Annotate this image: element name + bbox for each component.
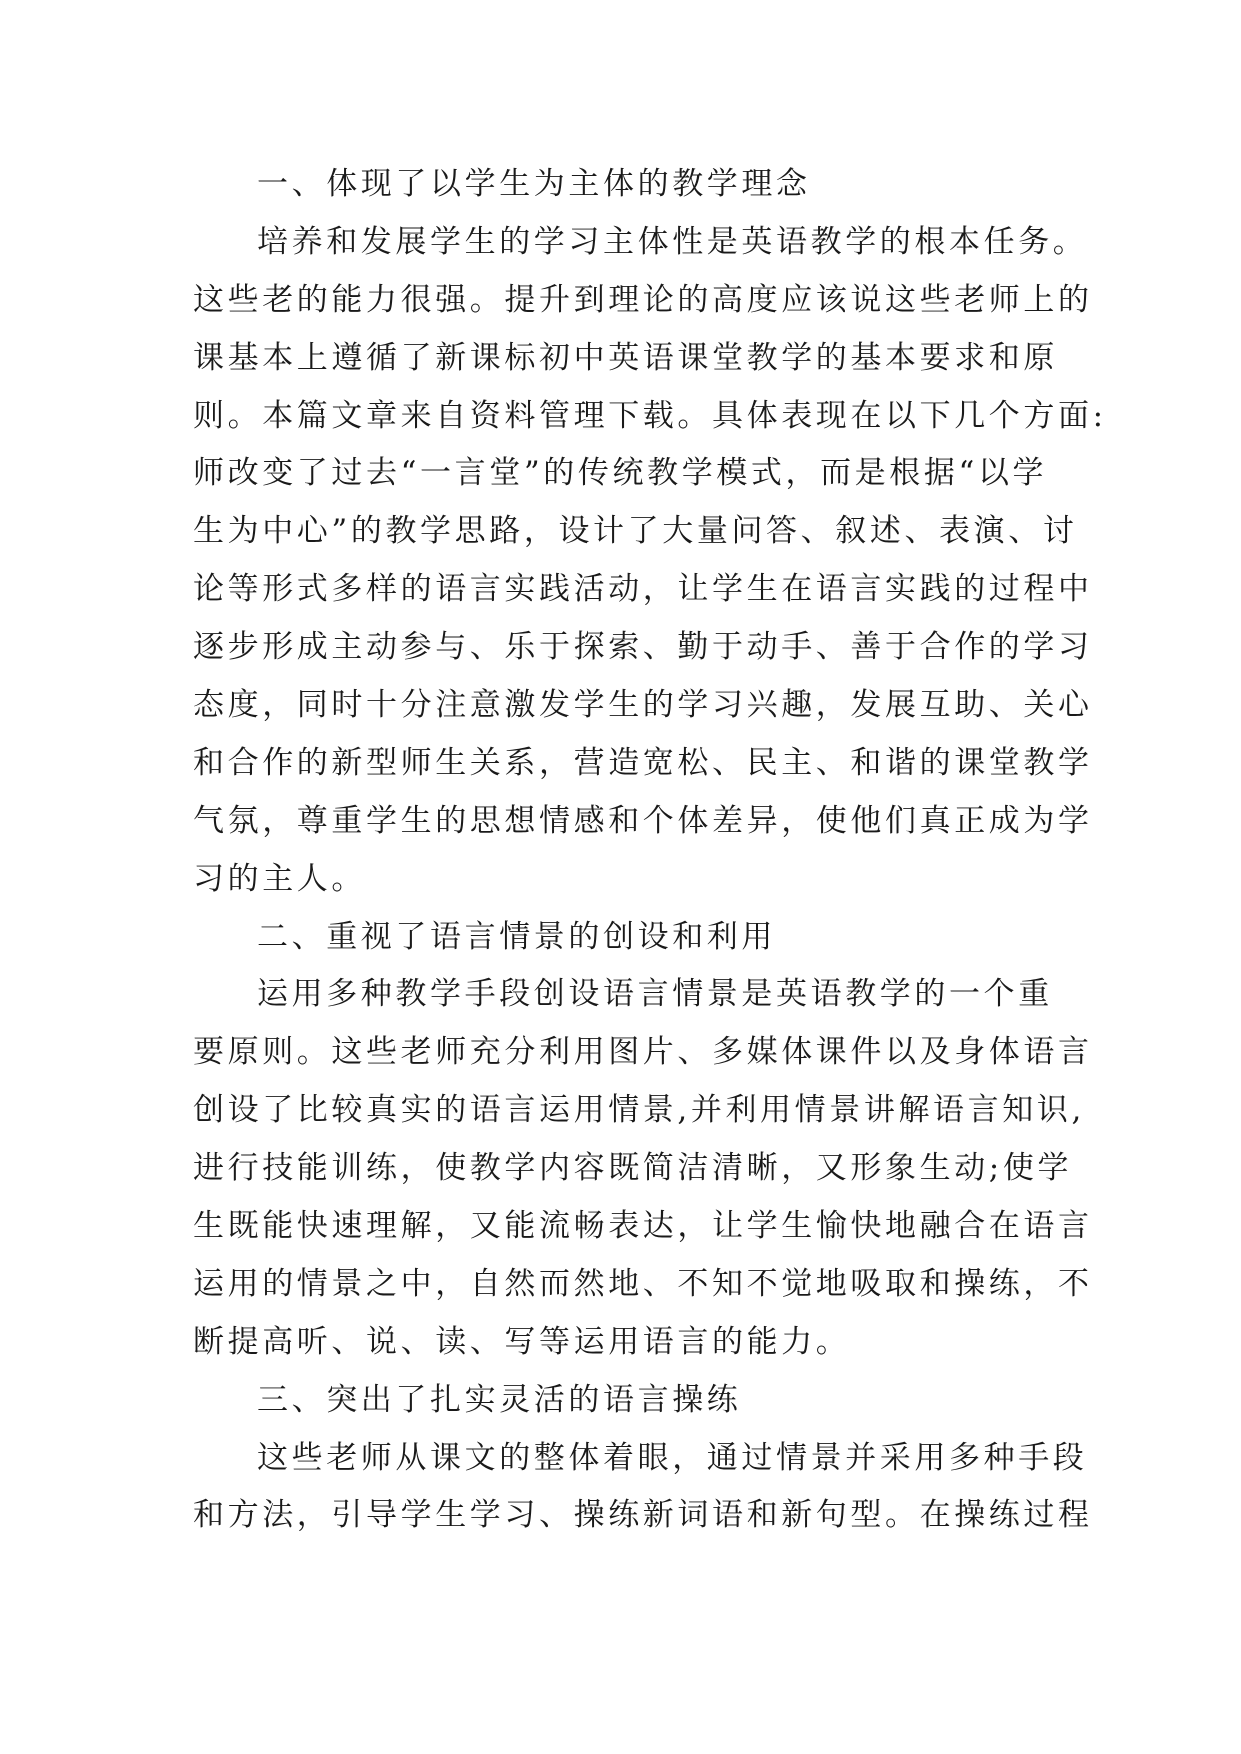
paragraph-line: 课基本上遵循了新课标初中英语课堂教学的基本要求和原 [193,339,1058,376]
paragraph-line: 则。本篇文章来自资料管理下载。具体表现在以下几个方面: [193,397,1107,434]
paragraph-line: 这些老的能力很强。提升到理论的高度应该说这些老师上的 [193,281,1093,318]
paragraph-line: 师改变了过去“一言堂”的传统教学模式，而是根据“以学 [193,455,1048,492]
section-heading-2: 二、重视了语言情景的创设和利用 [257,918,776,955]
paragraph-line: 断提高听、说、读、写等运用语言的能力。 [193,1323,851,1360]
paragraph-line: 运用多种教学手段创设语言情景是英语教学的一个重 [257,976,1053,1013]
section-heading-3: 三、突出了扎实灵活的语言操练 [257,1381,742,1418]
paragraph-line: 这些老师从课文的整体着眼，通过情景并采用多种手段 [257,1439,1088,1476]
paragraph-line: 培养和发展学生的学习主体性是英语教学的根本任务。 [257,223,1088,260]
document-body [193,156,1107,1545]
paragraph-line: 气氛，尊重学生的思想情感和个体差异，使他们真正成为学 [193,802,1093,839]
paragraph-line: 进行技能训练，使教学内容既简洁清晰，又形象生动;使学 [193,1150,1073,1187]
paragraph-line: 要原则。这些老师充分利用图片、多媒体课件以及身体语言 [193,1034,1093,1071]
paragraph-line: 创设了比较真实的语言运用情景,并利用情景讲解语言知识, [193,1092,1085,1129]
paragraph-line: 生既能快速理解，又能流畅表达，让学生愉快地融合在语言 [193,1208,1093,1245]
paragraph-line: 论等形式多样的语言实践活动，让学生在语言实践的过程中 [193,571,1093,608]
paragraph-line: 态度，同时十分注意激发学生的学习兴趣，发展互助、关心 [193,687,1093,724]
paragraph-line: 习的主人。 [193,860,366,897]
paragraph-line: 逐步形成主动参与、乐于探索、勤于动手、善于合作的学习 [193,629,1093,666]
paragraph-line: 和方法，引导学生学习、操练新词语和新句型。在操练过程 [193,1497,1093,1534]
paragraph-line: 运用的情景之中，自然而然地、不知不觉地吸取和操练，不 [193,1265,1093,1302]
paragraph-line: 和合作的新型师生关系，营造宽松、民主、和谐的课堂教学 [193,744,1093,781]
section-heading-1: 一、体现了以学生为主体的教学理念 [257,166,811,202]
paragraph-line: 生为中心”的教学思路，设计了大量问答、叙述、表演、讨 [193,513,1078,550]
